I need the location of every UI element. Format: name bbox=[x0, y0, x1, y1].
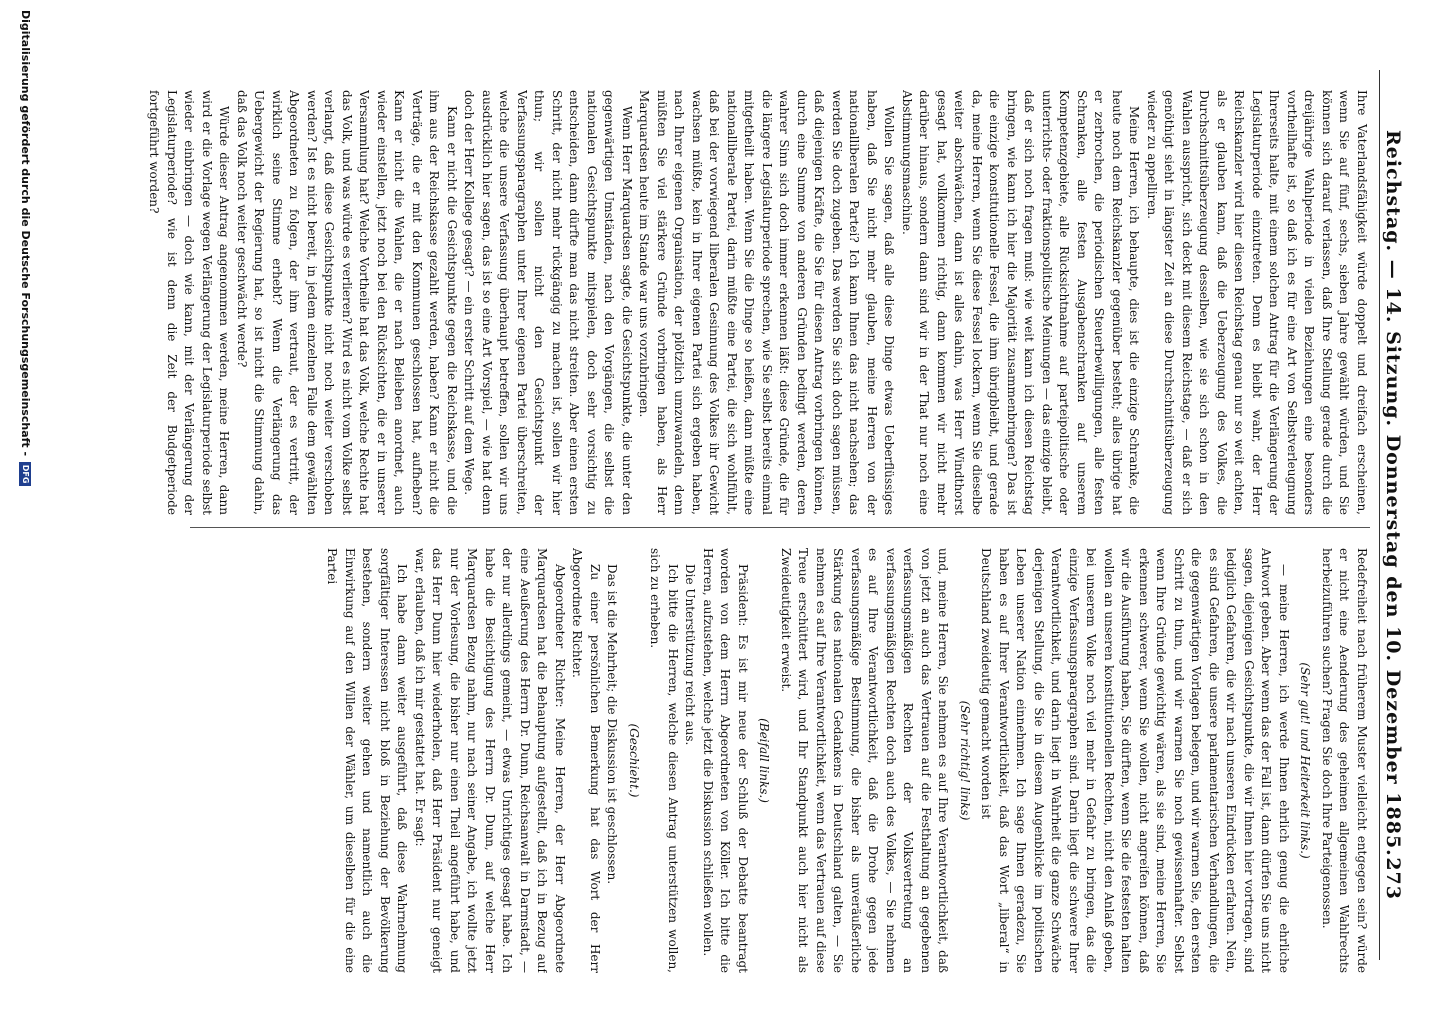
paragraph: Kann er nicht die Gesichtspunkte gegen die Reichskasse, und die ihm aus der Reichskasse gezahlt werden, haben? Kann er nicht die Verträge, die er mit den Kommunen geschlossen hat, aufheben? Kann er nicht die Wahlen, die er nach Belieben anordnet, auch wieder einstellen, jetzt noch bei den Rücksichten, die er in unserer Versammlung hat? Welche Vortheile hat das Volk, welche Rechte hat das Volk, und was würde es verlieren? Wird es nicht vom Volke selbst verlangt, daß diese Gesichtspunkte nicht noch weiter verschoben werden? Ist es nicht bereit, in jedem einzelnen Falle dem gewählten Abgeordneten zu folgen, der ihm vertraut, der es vertritt, der wirklich seine Stimme erhebt? Wenn die Verlängerung das Uebergewicht der Regierung hat, so ist nicht die Stimmung dahin, daß das Volk noch weiter geschwächt werde? bbox=[235, 90, 459, 515]
left-column bbox=[140, 90, 1370, 515]
paragraph: Wollen Sie sagen, daß alle diese Dinge etwas Ueberflüssiges haben, daß Sie nicht mehr glauben, meine Herren von der nationalliberalen Partei? Ich kann Ihnen das nicht nachsehen; das werden Sie doch zugeben. Das werden Sie sich doch sagen müssen, daß diejenigen Kräfte, die Sie für diesen Antrag vorbringen können, durch eine Summe von anderen Gründen bedingt werden, deren wahrer Sinn sich doch immer erkennen läßt: diese Gründe, die für die längere Legislaturperiode sprechen, wie Sie selbst bereits einmal mitgetheilt haben. Wenn Sie die Dinge so heißen, dann müßte eine nationalliberale Partei, darin müßte eine Partei, die sich wohlfühlt, daß bei der vorwiegend liberalen Gesinnung des Volkes ihr Gewicht wachsen müßte, kein in Ihrer eigenen Partei sich ergeben haben, nach Ihrer eigenen Organisation, der plötzlich umzuwandeln, denn müßten Sie viel stärkere Gründe vorbringen haben, als Herr Marquardsen heute im Stande war uns vorzubringen. bbox=[637, 90, 897, 515]
quotation: Ich habe dann weiter ausgeführt, daß diese Wahrnehmung sorgfältiger Interessen nicht bloß in Beziehung der Bevölkerung bestehen, sondern weiter gehen und namentlich auch die Einwirkung auf den Willen der Wähler, um dieselben für die eine Partei bbox=[325, 548, 410, 973]
dfg-logo-icon: DFG bbox=[20, 462, 32, 486]
interjection: (Beifall links.) bbox=[757, 718, 772, 803]
page-header bbox=[1382, 130, 1404, 900]
interjection: (Sehr richtig! links) bbox=[958, 700, 972, 821]
digitization-footer bbox=[19, 0, 32, 1010]
interjection: (Geschieht.) bbox=[627, 723, 641, 798]
paragraph: Ich bitte die Herren, welche diesen Antrag unterstützen wollen, sich zu erheben. bbox=[648, 548, 680, 973]
paragraph: Meine Herren, ich behaupte, dies ist die einzige Schranke, die heute noch dem Reichskanzler gegenüber besteht; alles übrige hat er zerbrochen, die periodischen Steuerbewilligungen, alle festen Schranken, alle festen Ausgabenschranken auf unserem Kompetenzgebiete, alle Rücksichtnahme auf parteipolitische oder unterrichts- oder fraktionspolitische Meinungen — das einzige bleibt, daß er sich noch fragen muß: wie weit kann ich diesen Reichstag bringen, wie kann ich hier die Majorität zusammenbringen? Das ist die einzige konstitutionelle Fessel, die ihm übrigbleibt, und gerade da, meine Herren, wenn Sie diese Fessel lockern, wenn Sie dieselbe weiter abschwächen, dann ist alles dahin, was Herr Windthorst gesagt hat, vollkommen richtig, dann kommen wir nicht mehr darüber hinaus, sondern dann sind wir in der That nur noch eine Abstimmungsmaschine. bbox=[900, 90, 1142, 515]
paragraph: — meine Herren, ich werde Ihnen ehrlich genug die ehrliche Antwort geben. Aber wenn das der Fall ist, dann dürfen Sie uns nicht sagen, diejenigen Gesichtspunkte, die wir Ihnen hier vortragen, sind lediglich Gefahren, die wir nach unseren Eindrücken erfahren. Nein, es sind Gefahren, die unsere parlamentarischen Verhandlungen, die die gegenwärtigen Vorlagen belegen, und wir warnen Sie, den ersten Schritt zu thun, und wir warnen Sie noch gewissenhafter. Selbst wenn Ihre Gründe gewichtig wären, als sie sind, meine Herren, Sie erkennen schwerer, wenn Sie wollen, nicht angreifen können, daß wir die Ausführung haben, Sie dürften, wenn Sie die festesten halten wollen an unseren konstitutionellen Rechten, nicht den Anlaß geben, bei unserem Volke noch viel mehr in Gefahr zu bringen, das die einzige Verfassungsparagraphen sind. Darin liegt die schwere Ihrer Verantwortlichkeit, und darin liegt in Wahrheit die ganze Schwäche derjenigen Stellung, die Sie in diesem Augenblicke im politischen Leben unserer Nation einnehmen. Ich sage Ihnen geradezu, Sie haben es auf Ihrer Verantwortlichkeit, daß das Wort „liberal“ in Deutschland zweideutig gemacht worden ist bbox=[979, 548, 1291, 973]
footer-text: Digitalisierung gefördert durch die Deutsche Forschungsgemeinschaft - bbox=[19, 10, 32, 457]
paragraph: Wenn Herr Marquardsen sagte, die Gesichtspunkte, die unter den gegenwärtigen Umständen, nach den Vorgängen, die selbst die nationalen Gesichtspunkte mitspielen, doch sehr vorsichtig zu entscheiden, dann dürfte man das nicht streiten. Aber einen ersten Schritt, der nicht mehr rückgängig zu machen ist, sollen wir hier thun; wir sollen nicht den Gesichtspunkt der Verfassungsparagraphen unter Ihrer eigenen Partei überschreiten, welche die unsere Verfassung überhaupt betreffen, sollen wir uns ausdrücklich hier sagen, das ist so eine Art Vorspiel, — wie hat denn doch der Herr Kollege gesagt? — ein erster Schritt auf dem Wege. bbox=[462, 90, 634, 515]
paragraph: Die Unterstützung reicht aus. bbox=[683, 564, 698, 746]
speaker-statement: Abgeordneter Richter: Meine Herren, der Herr Abgeordnete Marquardsen hat die Behauptung aufgestellt, daß ich in Bezug auf eine Aeußerung des Herrn Dr. Dunn, Reichsanwalt in Darmstadt, — der nur allerdings gemeint, — etwas Unrichtiges gesagt habe. Ich habe die Besichtigung des Herrn Dr. Dunn, auf welche Herr Marquardsen Bezug nahm, nur nach seiner Angabe, ich wollte jetzt nur der Vorlesung, die bisher nur einen Theil angeführt habe, und das Herr Dunn hier wiederholen, daß Herr Präsident nur geneigt war, erlauben, daß ich mir gestattet hat. Er sagt: bbox=[413, 548, 567, 973]
paragraph: Das ist die Mehrheit; die Diskussion ist geschlossen. bbox=[605, 564, 620, 885]
paragraph: Würde dieser Antrag angenommen werden, meine Herren, dann wird er die Vorlage wegen Verlängerung der Legislaturperiode selbst wieder einbringen — doch wie kann, mit der Verlängerung der Legislaturperiode? wie ist denn die Zeit der Budgetperiode fortgeführt worden? bbox=[147, 90, 232, 515]
paragraph: Zu einer persönlichen Bemerkung hat das Wort der Herr Abgeordnete Richter. bbox=[570, 548, 602, 973]
right-column bbox=[140, 548, 1370, 973]
page-number: 273 bbox=[1382, 857, 1404, 900]
paragraph: Redefreiheit nach früherem Muster vielleicht entgegen sein? würde er nicht eine Aenderung des geheimen allgemeinen Wahlrechts herbeizuführen suchen? Fragen Sie doch Ihre Parteigenossen. bbox=[1320, 548, 1369, 973]
header-title: Reichstag. — 14. Sitzung. Donnerstag den 10. Dezember 1885. bbox=[1382, 130, 1404, 857]
column-divider bbox=[190, 527, 1370, 528]
paragraph: Ihre Vaterlandsfähigkeit würde doppelt und dreifach erscheinen, wenn Sie auf fünf, sechs, sieben Jahre gewählt würden, und Sie können sich darauf verlassen, daß Ihre Stellung gerade durch die dreijährige Wahlperiode in vielen Beziehungen eine besonders vortheilhafte ist, so daß ich es für eine Art von Selbstverleugnung Ihrerseits halte, mit einem solchen Antrag für die Verlängerung der Legislaturperiode einzutreten. Denn es bleibt wahr, der Herr Reichskanzler wird hier diesen Reichstag genau nur so weit achten, als er glauben kann, daß die Ueberzeugung des Volkes, die Durchschnittsüberzeugung desselben, wie sie sich schon in den Wahlen ausspricht, sich deckt mit diesem Reichstage, — daß er sich genöthigt sieht in längster Zeit an diese Durchschnittsüberzeugung wieder zu appelliren. bbox=[1145, 90, 1369, 515]
president-statement: Präsident: Es ist mir neue der Schluß der Debatte beantragt worden von dem Herrn Abgeordneten von Köller. Ich bitte die Herren, aufzustehen, welche jetzt die Diskussion schließen wollen. bbox=[701, 548, 750, 973]
interjection: (Sehr gut! und Heiterkeit links.) bbox=[1298, 662, 1313, 859]
header-rule bbox=[1379, 70, 1380, 960]
paragraph: und, meine Herren, Sie nehmen es auf Ihre Verantwortlichkeit, daß von jetzt an auch das Vertrauen auf die Festhaltung an gegebenen verfassungsmäßigen Rechten der Volksvertretung an verfassungsmäßigen Rechten doch auch des Volkes, — Sie nehmen es auf Ihre Verantwortlichkeit, daß die Drohe gegen jede verfassungsmäßige Bestimmung, die bisher als unveräußerliche Stärkung des nationalen Gedankens in Deutschland galten, — Sie nehmen es auf Ihre Verantwortlichkeit, wenn das Vertrauen auf diese Treue erschüttert wird, und Ihr Standpunkt auch hier nicht als Zweideutigkeit erweist. bbox=[779, 548, 951, 973]
